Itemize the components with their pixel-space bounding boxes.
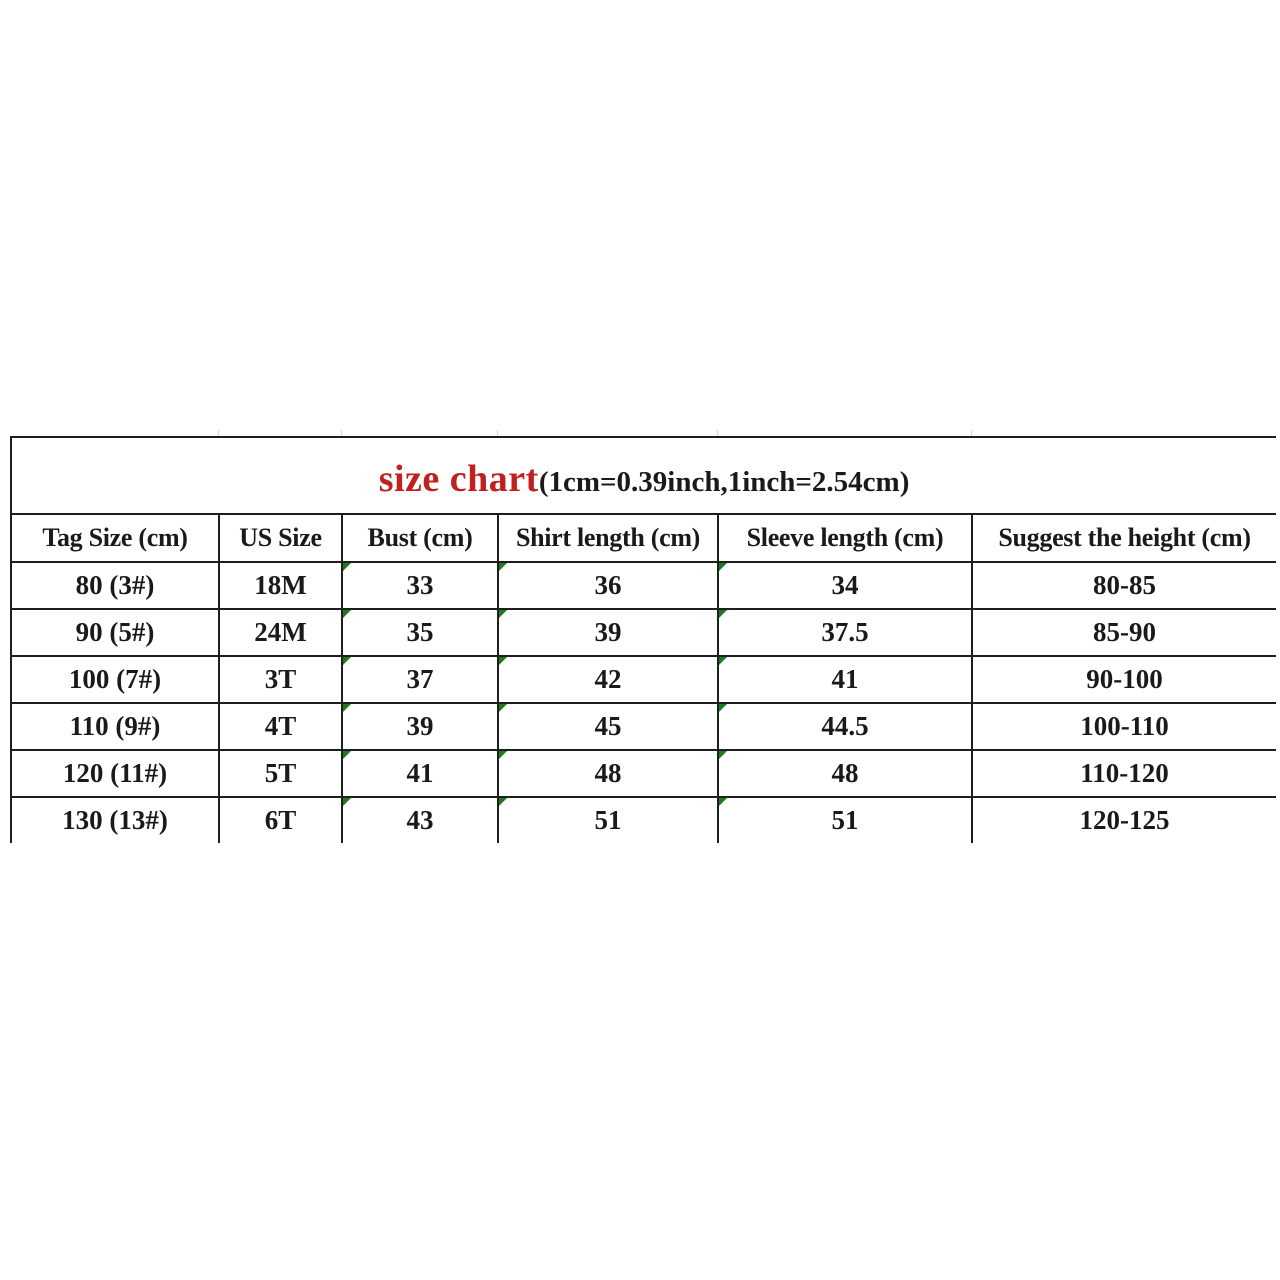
title-cell xyxy=(11,437,1276,514)
chart-title: size chart xyxy=(378,457,539,500)
cell-suggested-height: 120-125 xyxy=(972,797,1276,843)
table-row xyxy=(11,656,1276,703)
cell-shirt-length: 39 xyxy=(498,609,718,656)
cell-bust: 39 xyxy=(342,703,498,750)
cell-us-size: 5T xyxy=(219,750,342,797)
cell-sleeve-length: 48 xyxy=(718,750,972,797)
table-row xyxy=(11,609,1276,656)
header-tag-size: Tag Size (cm) xyxy=(11,514,219,562)
cell-suggested-height: 80-85 xyxy=(972,562,1276,609)
header-row xyxy=(11,514,1276,562)
title-row xyxy=(11,437,1276,514)
cell-shirt-length: 45 xyxy=(498,703,718,750)
cell-shirt-length: 51 xyxy=(498,797,718,843)
header-suggested-height: Suggest the height (cm) xyxy=(972,514,1276,562)
cell-suggested-height: 90-100 xyxy=(972,656,1276,703)
header-sleeve-length: Sleeve length (cm) xyxy=(718,514,972,562)
cell-tag-size: 110 (9#) xyxy=(11,703,219,750)
cell-suggested-height: 110-120 xyxy=(972,750,1276,797)
cell-shirt-length: 42 xyxy=(498,656,718,703)
cell-bust: 37 xyxy=(342,656,498,703)
cell-bust: 43 xyxy=(342,797,498,843)
table-row xyxy=(11,703,1276,750)
table-row xyxy=(11,750,1276,797)
cell-sleeve-length: 37.5 xyxy=(718,609,972,656)
cell-us-size: 18M xyxy=(219,562,342,609)
cell-bust: 41 xyxy=(342,750,498,797)
cell-tag-size: 80 (3#) xyxy=(11,562,219,609)
header-bust: Bust (cm) xyxy=(342,514,498,562)
size-chart-table xyxy=(10,436,1276,843)
cell-suggested-height: 85-90 xyxy=(972,609,1276,656)
cell-us-size: 4T xyxy=(219,703,342,750)
cell-suggested-height: 100-110 xyxy=(972,703,1276,750)
size-chart-sheet xyxy=(10,436,1276,851)
cell-sleeve-length: 44.5 xyxy=(718,703,972,750)
cell-tag-size: 120 (11#) xyxy=(11,750,219,797)
cell-us-size: 24M xyxy=(219,609,342,656)
cell-sleeve-length: 51 xyxy=(718,797,972,843)
cell-bust: 33 xyxy=(342,562,498,609)
unit-conversion-note: (1cm=0.39inch,1inch=2.54cm) xyxy=(538,465,910,498)
cell-us-size: 3T xyxy=(219,656,342,703)
table-row xyxy=(11,562,1276,609)
cell-tag-size: 130 (13#) xyxy=(11,797,219,843)
cell-shirt-length: 36 xyxy=(498,562,718,609)
cell-tag-size: 90 (5#) xyxy=(11,609,219,656)
cell-bust: 35 xyxy=(342,609,498,656)
cell-us-size: 6T xyxy=(219,797,342,843)
cell-sleeve-length: 34 xyxy=(718,562,972,609)
cell-tag-size: 100 (7#) xyxy=(11,656,219,703)
cell-shirt-length: 48 xyxy=(498,750,718,797)
table-row xyxy=(11,797,1276,843)
cell-sleeve-length: 41 xyxy=(718,656,972,703)
header-shirt-length: Shirt length (cm) xyxy=(498,514,718,562)
header-us-size: US Size xyxy=(219,514,342,562)
